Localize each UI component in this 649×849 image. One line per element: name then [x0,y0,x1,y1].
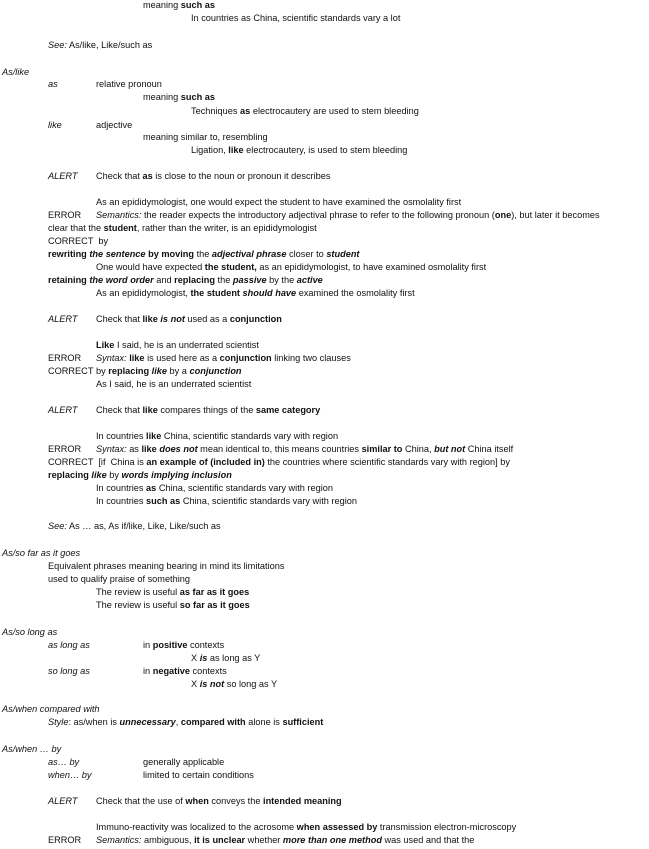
text-run: , rather than the writer, is an epididymologist [136,223,317,233]
text-line [48,717,323,728]
text-run: As/when … by [2,744,62,754]
text-line [48,40,152,51]
text-run: In countries [96,483,147,493]
text-run: rewriting [48,249,90,259]
text-line [191,653,260,664]
text-line [48,757,79,768]
text-run: As an epididymologist, [96,288,191,298]
text-run: in [143,666,153,676]
text-run: mean identical to, this means countries [197,444,362,454]
text-line [48,79,58,90]
text-run: As … as, As if/like, Like, Like/such as [66,521,221,531]
text-run: as [240,106,251,116]
text-run: generally applicable [143,757,225,767]
text-run: is close to the noun or pronoun it describes [152,171,331,181]
text-line [96,796,342,807]
text-run: In countries [96,496,147,506]
text-run: : [68,717,74,727]
text-run: positive [152,640,188,650]
text-line [143,132,268,143]
text-line [96,79,162,90]
text-run: when assessed by [296,822,378,832]
text-run: Ligation, [191,145,229,155]
text-run: electrocautery are used to stem bleeding [250,106,419,116]
text-run: CORRECT [48,366,94,376]
text-run: The review is useful [96,587,180,597]
text-run: the countries where scientific standards vary with region] by [264,457,510,467]
text-line [96,600,250,611]
text-run: In countries [96,431,147,441]
text-line [143,757,224,768]
text-run: is [199,653,208,663]
text-line [96,483,333,494]
text-run: sufficient [282,717,324,727]
text-run: One would have expected [96,262,205,272]
text-run: China itself [465,444,514,454]
text-run: conveys the [208,796,264,806]
text-run: is not [160,314,185,324]
text-run: it is unclear [194,835,246,845]
text-line [48,353,81,364]
section-heading [2,548,80,559]
text-run: ), but later it becomes [511,210,600,220]
text-run: passive [232,275,267,285]
section-heading [2,704,100,715]
text-run: , [175,717,181,727]
text-line [96,197,461,208]
text-line [96,444,513,455]
text-run: as long as Y [207,653,261,663]
section-heading [2,627,57,638]
text-run: the student, [204,262,257,272]
text-run: is used here as a [144,353,220,363]
text-run: See: [48,521,67,531]
text-run: Check that [96,405,143,415]
text-run: active [296,275,323,285]
text-line [48,444,81,455]
text-run: contexts [187,640,225,650]
text-line [191,679,277,690]
text-run: Check that the use of [96,796,186,806]
text-line [48,275,323,286]
text-run: student [326,249,360,259]
text-line [96,431,338,442]
text-run: Check that [96,171,143,181]
text-run: meaning [143,0,181,10]
text-run: meaning similar to, resembling [143,132,268,142]
text-run: like [228,145,244,155]
text-run: ALERT [48,314,78,324]
text-run: meaning [143,92,181,102]
text-run: I said, he is an underrated scientist [114,340,259,350]
text-run: In countries [191,13,242,23]
text-line [48,171,77,182]
text-line [96,379,251,390]
text-run: so long as Y [224,679,278,689]
text-run: like [151,366,167,376]
text-run: one [494,210,512,220]
text-run: by a [167,366,190,376]
text-run: an example of (included in) [146,457,265,467]
text-run: is not [199,679,225,689]
text-line [48,640,90,651]
text-run: replacing [108,366,152,376]
text-run: whether [245,835,283,845]
text-run: retaining [48,275,90,285]
text-line [191,13,400,24]
text-line [96,314,282,325]
text-run: by the [266,275,297,285]
text-line [48,120,62,131]
text-line [96,171,330,182]
text-run: and [153,275,175,285]
text-run: the word order [89,275,154,285]
text-run: negative [152,666,190,676]
text-run: ambiguous, [141,835,195,845]
text-line [48,574,190,585]
text-run: was used and that the [381,835,475,845]
text-run: As/when compared with [2,704,100,714]
text-run: linking two clauses [271,353,351,363]
text-run: Techniques [191,106,241,116]
text-run: more than one method [282,835,382,845]
text-run: conjunction [229,314,282,324]
text-run: electrocautery, is used to stem bleeding [243,145,408,155]
text-run: ALERT [48,796,78,806]
text-line [48,223,317,234]
text-run: as [126,444,142,454]
text-run: unnecessary [119,717,176,727]
text-run: used as a [184,314,230,324]
text-line [48,561,284,572]
text-run: ERROR [48,353,82,363]
text-run: by [96,366,109,376]
text-run: like [146,431,162,441]
text-run: when… by [48,770,92,780]
text-run: the reader expects the introductory adjectival phrase to refer to the following pronoun ( [141,210,495,220]
text-line [143,666,227,677]
text-run: the student [190,288,243,298]
text-line [96,120,132,131]
text-run: As/so far as it goes [2,548,81,558]
text-run: compares things of the [157,405,256,415]
text-run: similar to [361,444,403,454]
text-run: Like [96,340,115,350]
text-run: replacing [174,275,215,285]
text-line [96,822,516,833]
text-run: X [191,679,200,689]
text-run: the [194,249,212,259]
text-run: compared with [180,717,246,727]
text-run: conjunction [189,366,242,376]
text-run: China, scientific standards vary a lot [250,13,401,23]
text-line [48,666,90,677]
text-run: as/when [73,717,108,727]
text-line [48,470,232,481]
text-line [48,521,221,532]
text-run: ERROR [48,444,82,454]
text-run: examined the osmolality first [296,288,415,298]
text-run: Style [48,717,69,727]
text-run: See: [48,40,67,50]
text-run: The review is useful [96,600,180,610]
text-run: in [143,640,153,650]
text-run: as an epididymologist, to have examined osmolality first [256,262,487,272]
text-run: intended meaning [263,796,342,806]
text-run: the [214,275,233,285]
text-run: relative pronoun [96,79,162,89]
text-run: As/so long as [2,627,58,637]
text-run: China, scientific standards vary with region [156,483,333,493]
text-line [48,210,81,221]
text-run: like [142,405,158,415]
text-run: ALERT [48,171,78,181]
text-run: Immuno-reactivity was localized to the acrosome [96,822,297,832]
text-run: As an epididymologist, one would expect the student to have examined the osmolality first [96,197,462,207]
text-run: does not [159,444,198,454]
text-run: as [48,79,58,89]
text-line [48,236,108,247]
text-run: should have [242,288,297,298]
text-line [96,262,486,273]
text-run: As [96,379,107,389]
text-run: clear that the [48,223,104,233]
text-run: ERROR [48,835,82,845]
text-run: such as [146,496,181,506]
text-run: ERROR [48,210,82,220]
text-line [48,405,77,416]
text-run: As/like [2,67,30,77]
text-run: same category [255,405,321,415]
text-run: by [106,470,122,480]
text-line [96,366,242,377]
text-line [48,249,360,260]
text-run: by [145,249,162,259]
text-line [96,288,415,299]
text-run: but not [434,444,466,454]
text-line [96,210,600,221]
text-line [143,0,215,11]
text-run: contexts [190,666,227,676]
text-run: replacing [48,470,92,480]
text-run: CORRECT [if China is [48,457,147,467]
text-run: as [146,483,157,493]
text-run: used to qualify praise of something [48,574,190,584]
text-run: CORRECT by [48,236,109,246]
text-run: so long as [48,666,90,676]
text-run: Check that [96,314,143,324]
text-run: China, scientific standards vary with region [180,496,357,506]
text-run: like [141,444,157,454]
text-run: conjunction [219,353,272,363]
text-run: like [48,120,62,130]
text-run: the sentence [89,249,146,259]
text-line [48,314,77,325]
text-run: Equivalent phrases meaning bearing in mind its limitations [48,561,285,571]
text-run: is [107,717,120,727]
text-line [48,770,91,781]
text-run: As/like, Like/such as [66,40,153,50]
text-line [191,145,407,156]
text-run: so far as it goes [179,600,250,610]
text-run: as… by [48,757,80,767]
text-run: Syntax: [96,353,127,363]
text-line [96,835,474,846]
text-run: adjectival phrase [211,249,287,259]
text-run: like [142,314,161,324]
text-run: like [91,470,107,480]
text-line [143,640,224,651]
text-run: such as [180,92,216,102]
text-line [96,587,249,598]
text-run: China, [402,444,435,454]
text-run: Syntax: [96,444,127,454]
text-run: as far as it goes [179,587,250,597]
section-heading [2,67,29,78]
text-run: when [185,796,209,806]
text-run: X [191,653,200,663]
text-line [48,366,93,377]
text-line [143,92,215,103]
text-run: as [142,171,153,181]
text-run: words implying inclusion [121,470,232,480]
text-line [191,106,419,117]
text-line [96,405,320,416]
text-run: China, scientific standards vary with region [161,431,339,441]
text-line [96,496,357,507]
text-run: alone is [245,717,283,727]
text-run: as long as [48,640,90,650]
text-line [96,340,259,351]
text-run: I said, he is an underrated scientist [106,379,252,389]
text-run: Semantics: [96,835,142,845]
text-line [48,835,81,846]
text-run: transmission electron-microscopy [377,822,517,832]
text-line [96,353,351,364]
text-run: as [241,13,251,23]
text-line [48,796,77,807]
text-run: like [129,353,145,363]
text-line [48,457,510,468]
text-run: closer to [286,249,327,259]
text-run: ALERT [48,405,78,415]
text-run: Semantics: [96,210,142,220]
text-line [143,770,254,781]
text-run: moving [161,249,195,259]
text-run: such as [180,0,216,10]
text-run: limited to certain conditions [143,770,254,780]
text-run: adjective [96,120,133,130]
section-heading [2,744,61,755]
text-run: student [103,223,137,233]
